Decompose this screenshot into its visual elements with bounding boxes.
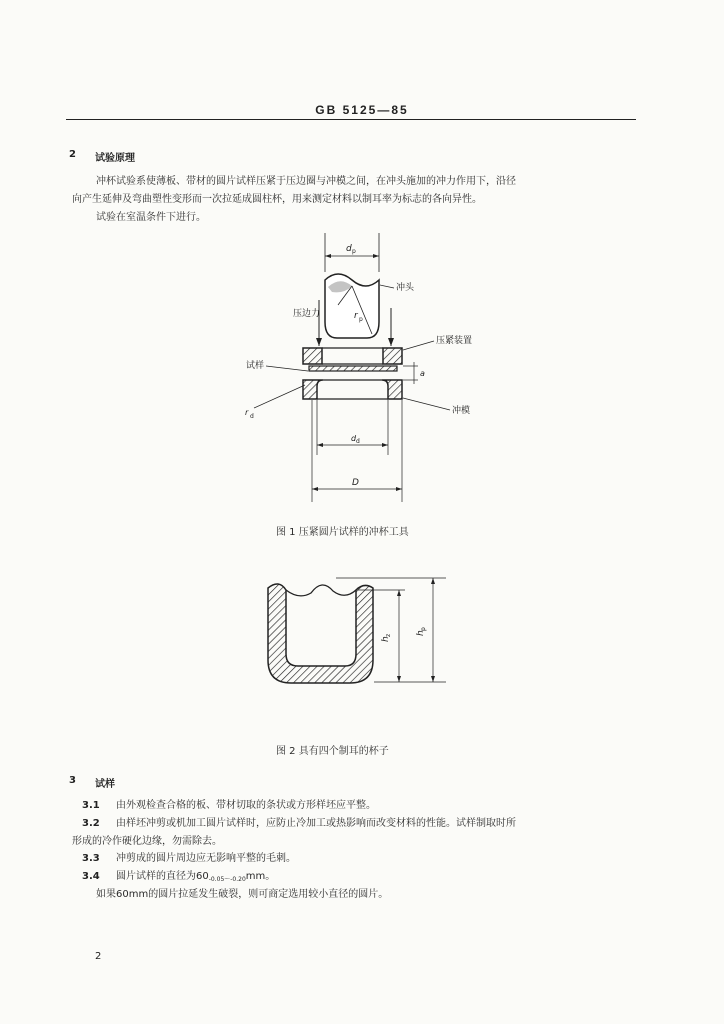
rp-label: r [354,311,358,321]
header-rule [66,119,636,120]
hz-label-sub: z [385,633,392,637]
item-3-4-number: 3.4 [82,871,100,882]
item-3-1-number: 3.1 [82,800,100,811]
dp-label-sub: p [352,248,356,255]
item-3-2-number: 3.2 [82,818,100,829]
D-label: D [352,478,359,488]
item-3-3-text: 冲剪成的圆片周边应无影响平整的毛刺。 [116,853,296,864]
dp-label: d [346,244,352,254]
section-2-number: 2 [69,149,76,160]
punch [325,274,379,338]
figure-1-caption: 图 1 压紧圆片试样的冲杯工具 [276,527,409,538]
rp-label-sub: p [359,316,363,323]
standard-code-header: GB 5125—85 [315,103,409,117]
holder-force-label: 压边力 [293,309,321,319]
punch-label: 冲头 [396,283,415,293]
section-2-para1-line1: 冲杯试验系使薄板、带材的圆片试样压紧于压边圈与冲模之间，在冲头施加的冲力作用下，沿径 [96,176,516,187]
rd-label: r [245,408,249,417]
item-3-4-line [116,868,275,888]
eared-cup [268,584,373,683]
diameter-unit: mm。 [245,871,276,882]
item-3-1-text: 由外观检查合格的板、带材切取的条状或方形样坯应平整。 [116,800,376,811]
rd-label-sub: d [250,413,254,420]
die [303,380,402,399]
item-3-2-text: 由样坯冲剪或机加工圆片试样时，应防止冷加工或热影响而改变材料的性能。试样制取时所 [116,818,516,829]
dd-label: d [351,434,357,443]
figure-2-caption: 图 2 具有四个制耳的杯子 [276,746,389,757]
specimen-blank [309,366,397,371]
a-label: a [420,369,425,378]
figure-2-diagram [255,575,455,740]
item-3-3-number: 3.3 [82,853,100,864]
blank-holder-label: 压紧装置 [436,336,473,346]
page-number: 2 [95,951,102,962]
section-2-title: 试验原理 [95,153,135,164]
hz-label: h [381,636,391,642]
item-3-4-text: 圆片试样的直径为60 [116,871,209,882]
item-3-2-continuation: 形成的冷作硬化边缘，勿需除去。 [72,836,222,847]
section-2-para2: 试验在室温条件下进行。 [96,212,206,223]
item-3-4-note: 如果60mm的圆片拉延发生破裂，则可商定选用较小直径的圆片。 [96,889,389,900]
section-2-para1-line2: 向产生延伸及弯曲塑性变形而一次拉延成圆柱杯，用来测定材料以制耳率为标志的各向异性。 [72,194,482,205]
dd-label-sub: d [356,438,360,445]
hp-label-sub: p [420,627,427,631]
diameter-tolerance: -0.05～-0.20 [208,876,246,883]
specimen-label: 试样 [246,361,265,371]
dd-dimension [317,400,388,455]
hp-label: h [416,630,426,636]
section-3-title: 试样 [95,779,115,790]
die-label: 冲模 [452,406,471,416]
figure-1-diagram [230,228,480,518]
section-3-number: 3 [69,775,76,786]
blank-holder-ring [303,348,402,364]
